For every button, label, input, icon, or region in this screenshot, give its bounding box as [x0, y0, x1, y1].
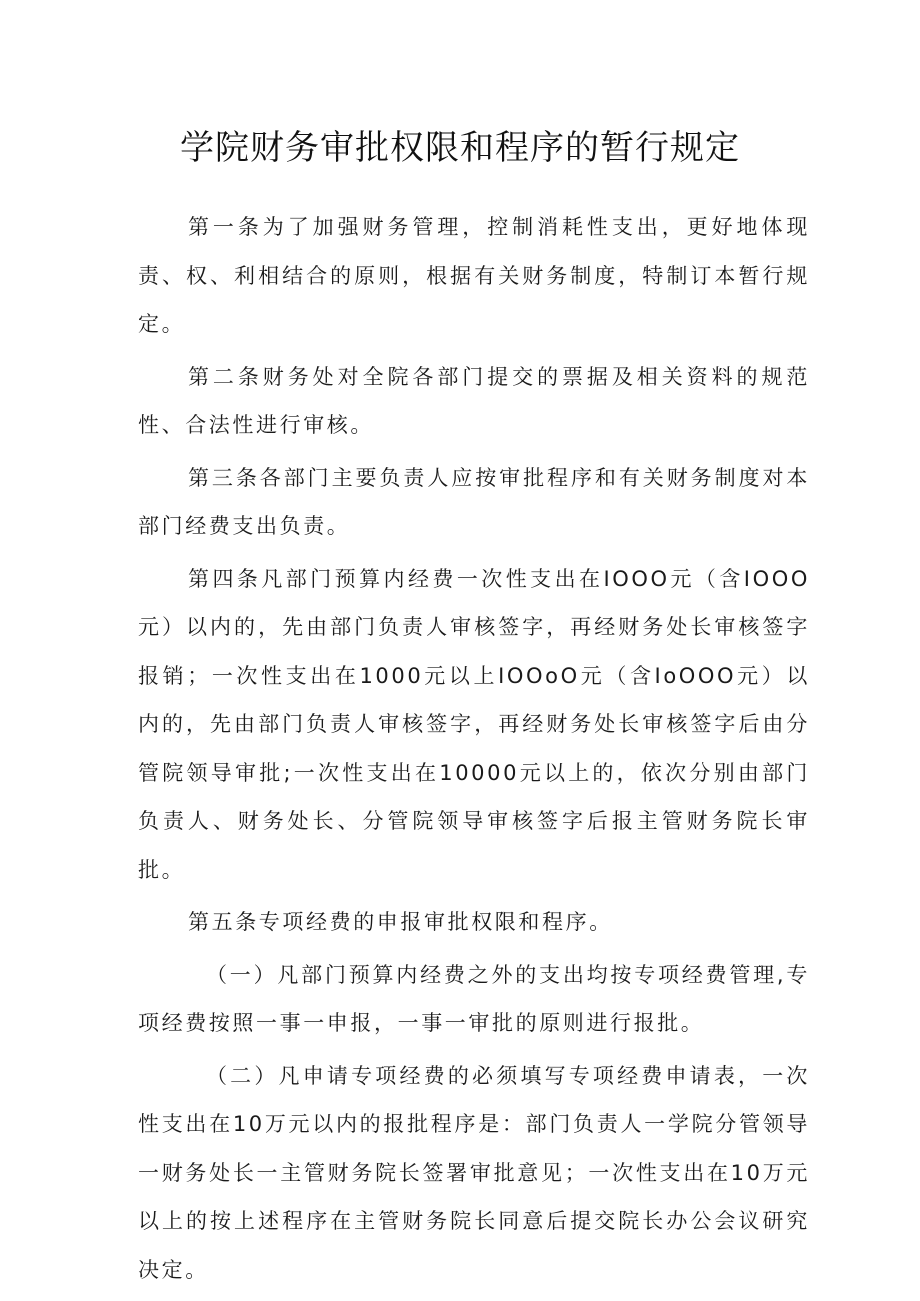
document-title: 学院财务审批权限和程序的暂行规定 [180, 128, 740, 168]
article-3-paragraph: 第三条各部门主要负责人应按审批程序和有关财务制度对本部门经费支出负责。 [138, 465, 810, 538]
article-2-paragraph: 第二条财务处对全院各部门提交的票据及相关资料的规范性、合法性进行审核。 [138, 364, 810, 437]
article-5-item-2-paragraph: （二）凡申请专项经费的必须填写专项经费申请表，一次性支出在10万元以内的报批程序是：部门负责人一学院分管领导一财务处长一主管财务院长签署审批意见；一次性支出在10万元以上的按上述程序在主管财务院长同意后提交院长办公会议研究决定。 [138, 1063, 810, 1282]
article-5-item-1-paragraph: （一）凡部门预算内经费之外的支出均按专项经费管理,专项经费按照一事一申报，一事一审批的原则进行报批。 [138, 962, 810, 1035]
document-body [138, 203, 810, 1294]
article-1-paragraph: 第一条为了加强财务管理，控制消耗性支出，更好地体现责、权、利相结合的原则，根据有关财务制度，特制订本暂行规定。 [138, 215, 810, 336]
article-5-paragraph: 第五条专项经费的申报审批权限和程序。 [188, 910, 613, 934]
article-4-paragraph: 第四条凡部门预算内经费一次性支出在IOOO元（含IOOO元）以内的，先由部门负责人审核签字，再经财务处长审核签字报销；一次性支出在1000元以上IOOoO元（含IoOOO元）以内的，先由部门负责人审核签字，再经财务处长审核签字后由分管院领导审批;一次性支出在10000元以上的，依次分别由部门负责人、财务处长、分管院领导审核签字后报主管财务院长审批。 [138, 566, 810, 882]
